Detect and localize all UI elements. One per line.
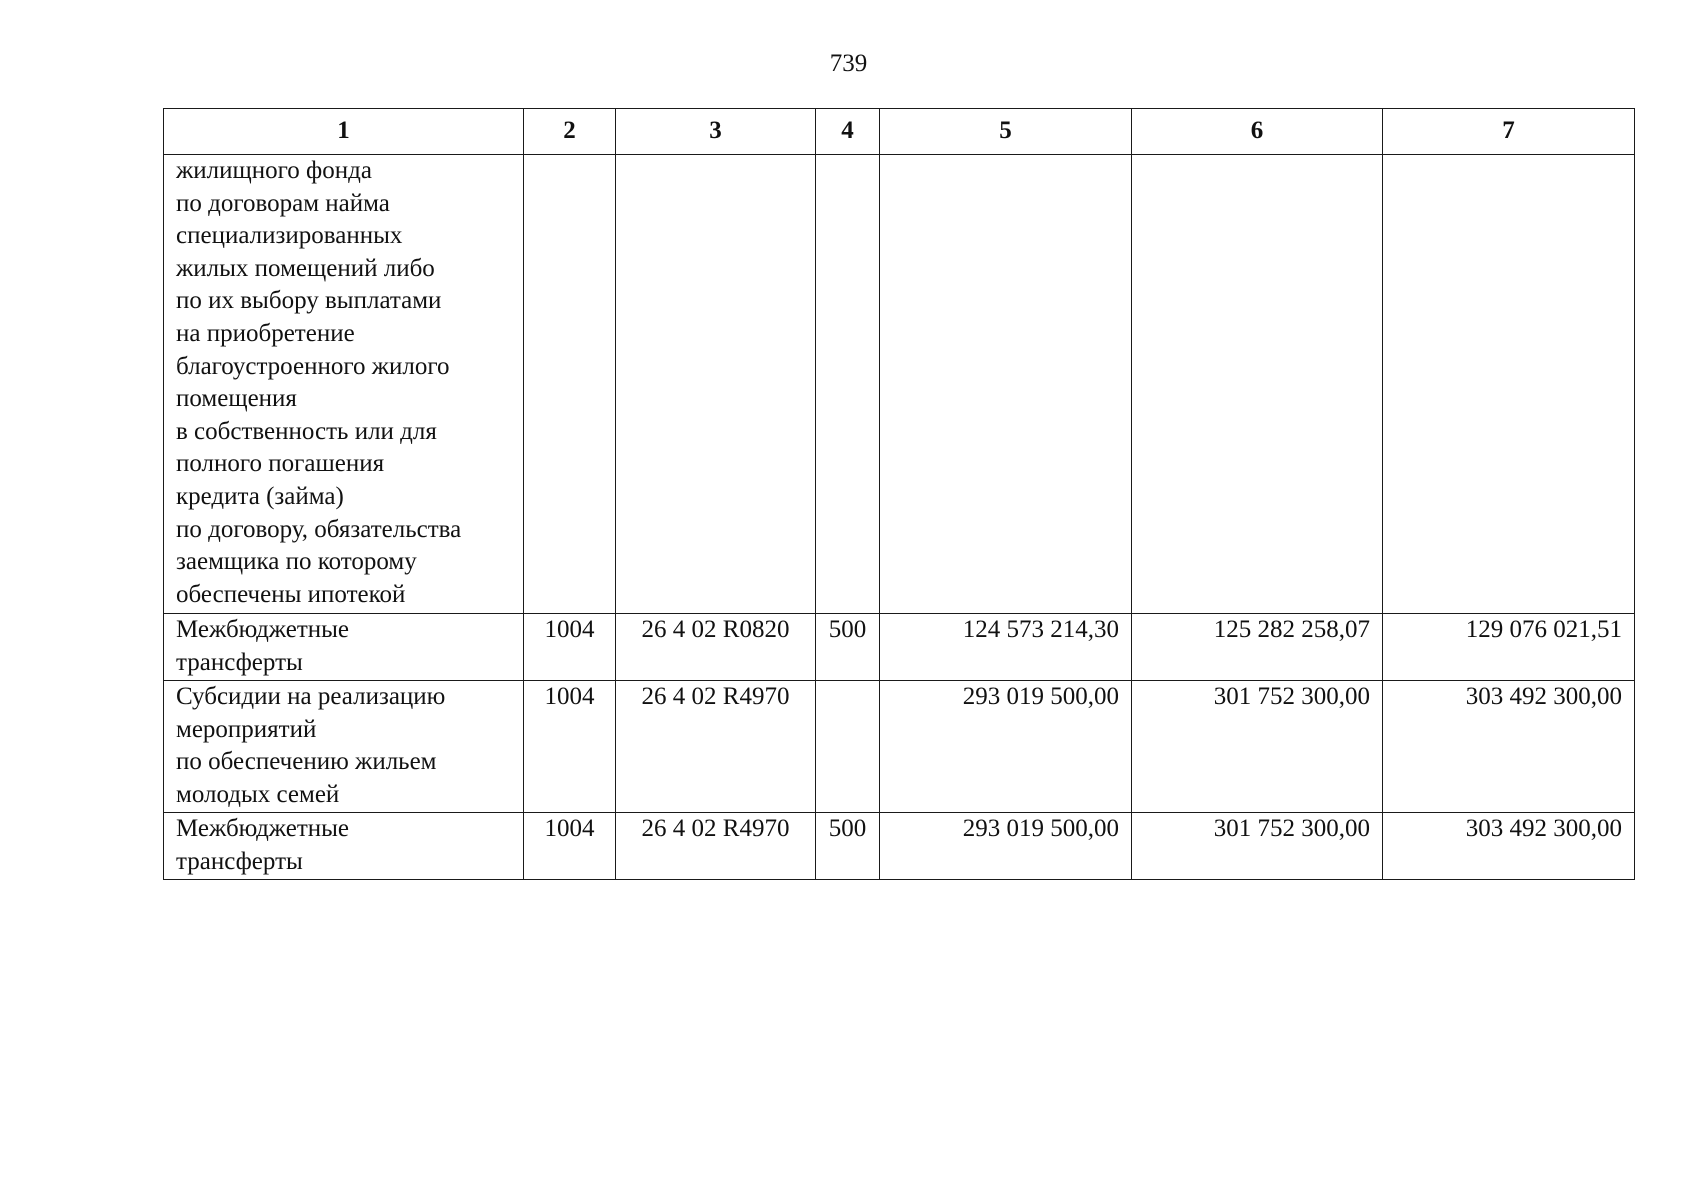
column-header-2: 2 bbox=[524, 109, 616, 155]
row-type-code bbox=[816, 155, 880, 614]
row-amount-7 bbox=[1383, 155, 1635, 614]
row-amount-7: 303 492 300,00 bbox=[1383, 813, 1635, 880]
row-type-code bbox=[816, 681, 880, 813]
row-target-code: 26 4 02 R4970 bbox=[616, 813, 816, 880]
row-amount-7: 303 492 300,00 bbox=[1383, 681, 1635, 813]
budget-table bbox=[163, 108, 1635, 880]
column-header-4: 4 bbox=[816, 109, 880, 155]
table-row bbox=[164, 681, 1635, 813]
column-header-1: 1 bbox=[164, 109, 524, 155]
column-header-7: 7 bbox=[1383, 109, 1635, 155]
column-header-5: 5 bbox=[880, 109, 1132, 155]
page-number: 739 bbox=[829, 50, 868, 77]
row-section-code: 1004 bbox=[524, 813, 616, 880]
row-target-code: 26 4 02 R0820 bbox=[616, 614, 816, 681]
row-amount-5: 293 019 500,00 bbox=[880, 681, 1132, 813]
column-header-6: 6 bbox=[1132, 109, 1383, 155]
row-name: Субсидии на реализацию мероприятий по обеспечению жильем молодых семей bbox=[164, 681, 524, 813]
table-row bbox=[164, 813, 1635, 880]
row-section-code: 1004 bbox=[524, 681, 616, 813]
column-header-3: 3 bbox=[616, 109, 816, 155]
table-row bbox=[164, 155, 1635, 614]
row-amount-6: 301 752 300,00 bbox=[1132, 681, 1383, 813]
row-name: Межбюджетные трансферты bbox=[164, 614, 524, 681]
table-header-row bbox=[164, 109, 1635, 155]
row-amount-5: 124 573 214,30 bbox=[880, 614, 1132, 681]
row-type-code: 500 bbox=[816, 813, 880, 880]
row-target-code: 26 4 02 R4970 bbox=[616, 681, 816, 813]
row-section-code bbox=[524, 155, 616, 614]
row-amount-6: 125 282 258,07 bbox=[1132, 614, 1383, 681]
row-target-code bbox=[616, 155, 816, 614]
row-amount-6: 301 752 300,00 bbox=[1132, 813, 1383, 880]
row-amount-6 bbox=[1132, 155, 1383, 614]
row-amount-5: 293 019 500,00 bbox=[880, 813, 1132, 880]
row-name: жилищного фонда по договорам найма специализированных жилых помещений либо по их выбору выплатами на приобретение благоустроенного жилого помещения в собственность или для полного погашения кредита (займа) по договору, обязательства заемщика по которому обеспечены ипотекой bbox=[164, 155, 524, 614]
row-name: Межбюджетные трансферты bbox=[164, 813, 524, 880]
row-amount-7: 129 076 021,51 bbox=[1383, 614, 1635, 681]
row-amount-5 bbox=[880, 155, 1132, 614]
row-section-code: 1004 bbox=[524, 614, 616, 681]
row-type-code: 500 bbox=[816, 614, 880, 681]
table-row bbox=[164, 614, 1635, 681]
